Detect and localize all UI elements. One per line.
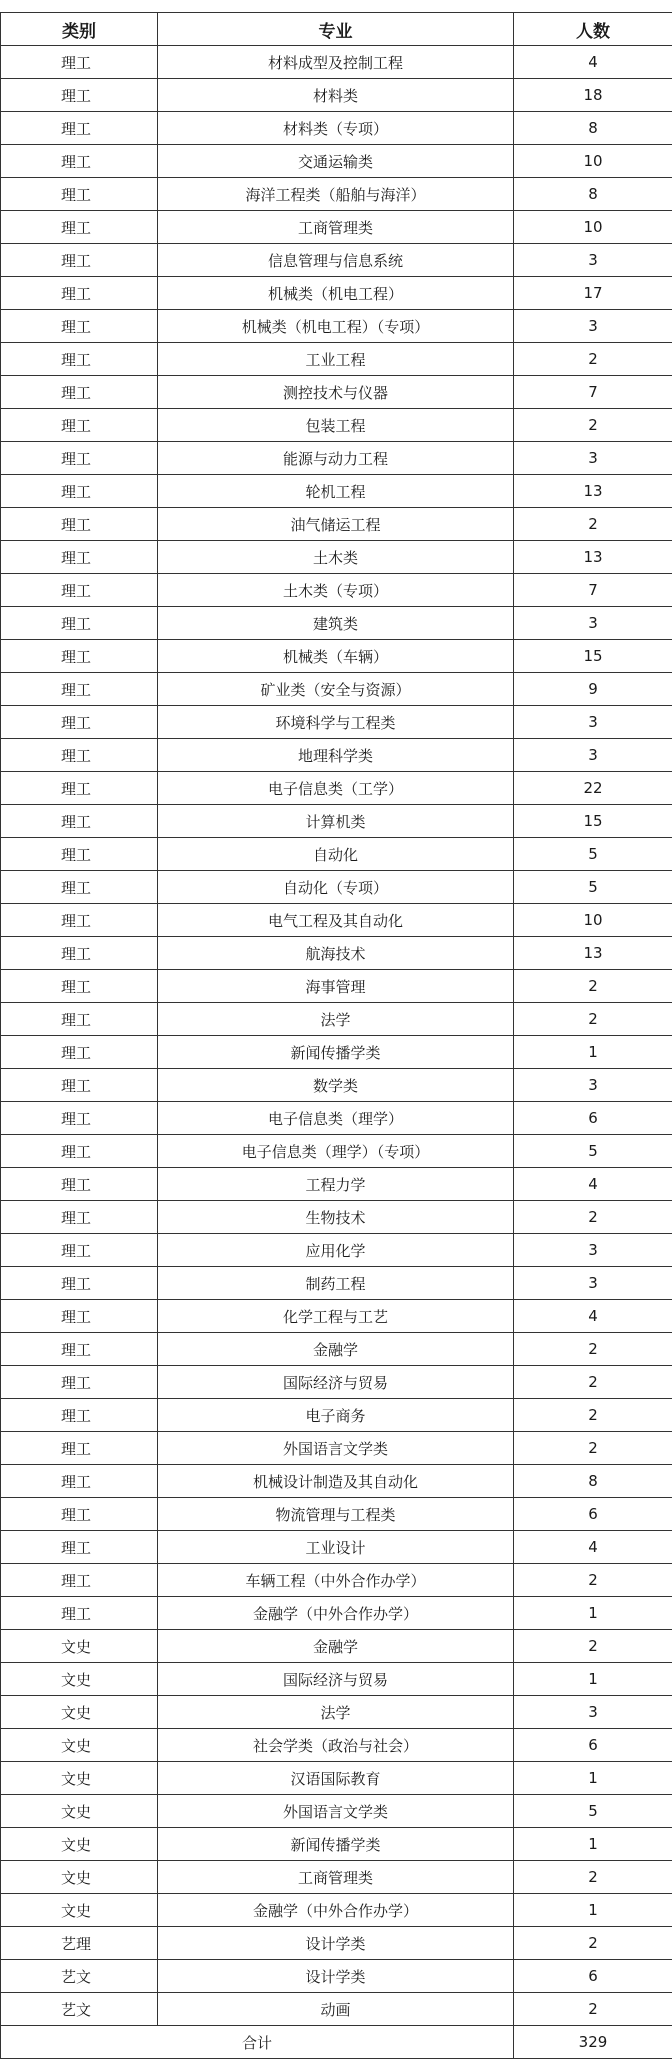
cell-count: 13 <box>514 937 672 970</box>
cell-category: 理工 <box>1 1168 158 1201</box>
cell-category: 理工 <box>1 1366 158 1399</box>
cell-count: 3 <box>514 607 672 640</box>
table-row <box>1 145 672 178</box>
cell-category: 文史 <box>1 1861 158 1894</box>
cell-count: 2 <box>514 1333 672 1366</box>
cell-count: 5 <box>514 871 672 904</box>
cell-count: 8 <box>514 178 672 211</box>
cell-count: 3 <box>514 442 672 475</box>
table-row <box>1 1168 672 1201</box>
cell-category: 理工 <box>1 211 158 244</box>
table-body <box>1 46 672 2026</box>
cell-category: 理工 <box>1 277 158 310</box>
total-row <box>1 2026 672 2059</box>
cell-major: 航海技术 <box>158 937 514 970</box>
table-row <box>1 1762 672 1795</box>
table-row <box>1 1069 672 1102</box>
table-row <box>1 1201 672 1234</box>
cell-major: 电子商务 <box>158 1399 514 1432</box>
cell-count: 2 <box>514 970 672 1003</box>
table-row <box>1 1333 672 1366</box>
cell-count: 7 <box>514 574 672 607</box>
cell-major: 能源与动力工程 <box>158 442 514 475</box>
cell-category: 理工 <box>1 1069 158 1102</box>
cell-count: 13 <box>514 541 672 574</box>
header-count: 人数 <box>514 13 672 46</box>
table-row <box>1 508 672 541</box>
cell-count: 2 <box>514 1432 672 1465</box>
cell-category: 理工 <box>1 673 158 706</box>
cell-major: 信息管理与信息系统 <box>158 244 514 277</box>
cell-category: 艺文 <box>1 1993 158 2026</box>
cell-count: 7 <box>514 376 672 409</box>
cell-category: 文史 <box>1 1762 158 1795</box>
table-row <box>1 1663 672 1696</box>
table-row <box>1 1102 672 1135</box>
cell-major: 法学 <box>158 1696 514 1729</box>
cell-category: 理工 <box>1 739 158 772</box>
cell-major: 机械设计制造及其自动化 <box>158 1465 514 1498</box>
cell-count: 5 <box>514 1795 672 1828</box>
cell-count: 6 <box>514 1960 672 1993</box>
cell-category: 理工 <box>1 937 158 970</box>
table-row <box>1 1036 672 1069</box>
cell-count: 1 <box>514 1663 672 1696</box>
header-category: 类别 <box>1 13 158 46</box>
cell-category: 理工 <box>1 1135 158 1168</box>
table-row <box>1 1399 672 1432</box>
cell-category: 理工 <box>1 1333 158 1366</box>
table-row <box>1 475 672 508</box>
table-row <box>1 640 672 673</box>
cell-count: 10 <box>514 211 672 244</box>
table-row <box>1 739 672 772</box>
table-row <box>1 112 672 145</box>
cell-category: 理工 <box>1 1267 158 1300</box>
cell-count: 3 <box>514 1267 672 1300</box>
cell-category: 文史 <box>1 1894 158 1927</box>
cell-count: 2 <box>514 1366 672 1399</box>
cell-count: 2 <box>514 1201 672 1234</box>
table-row <box>1 1696 672 1729</box>
cell-count: 2 <box>514 1993 672 2026</box>
cell-count: 3 <box>514 739 672 772</box>
cell-category: 文史 <box>1 1696 158 1729</box>
cell-major: 电子信息类（工学） <box>158 772 514 805</box>
cell-category: 理工 <box>1 1201 158 1234</box>
table-row <box>1 706 672 739</box>
enrollment-table <box>0 12 672 2059</box>
cell-category: 理工 <box>1 838 158 871</box>
cell-count: 2 <box>514 343 672 376</box>
cell-category: 理工 <box>1 772 158 805</box>
cell-count: 1 <box>514 1894 672 1927</box>
cell-count: 8 <box>514 1465 672 1498</box>
cell-count: 4 <box>514 46 672 79</box>
cell-major: 化学工程与工艺 <box>158 1300 514 1333</box>
table-header-row <box>1 13 672 46</box>
cell-major: 国际经济与贸易 <box>158 1366 514 1399</box>
table-row <box>1 1894 672 1927</box>
cell-major: 外国语言文学类 <box>158 1432 514 1465</box>
cell-count: 4 <box>514 1531 672 1564</box>
cell-count: 13 <box>514 475 672 508</box>
cell-major: 国际经济与贸易 <box>158 1663 514 1696</box>
cell-count: 2 <box>514 1927 672 1960</box>
cell-category: 理工 <box>1 442 158 475</box>
cell-category: 理工 <box>1 145 158 178</box>
cell-category: 理工 <box>1 1300 158 1333</box>
cell-category: 理工 <box>1 310 158 343</box>
cell-count: 3 <box>514 310 672 343</box>
cell-count: 10 <box>514 904 672 937</box>
cell-major: 轮机工程 <box>158 475 514 508</box>
cell-count: 1 <box>514 1036 672 1069</box>
cell-major: 金融学（中外合作办学） <box>158 1597 514 1630</box>
cell-major: 物流管理与工程类 <box>158 1498 514 1531</box>
cell-major: 自动化 <box>158 838 514 871</box>
cell-major: 新闻传播学类 <box>158 1036 514 1069</box>
cell-count: 4 <box>514 1168 672 1201</box>
cell-category: 文史 <box>1 1663 158 1696</box>
table-row <box>1 310 672 343</box>
cell-major: 建筑类 <box>158 607 514 640</box>
cell-count: 3 <box>514 244 672 277</box>
table-row <box>1 1630 672 1663</box>
table-row <box>1 1234 672 1267</box>
table-row <box>1 838 672 871</box>
table-row <box>1 805 672 838</box>
table-row <box>1 904 672 937</box>
table-row <box>1 211 672 244</box>
cell-category: 文史 <box>1 1795 158 1828</box>
cell-category: 理工 <box>1 574 158 607</box>
cell-major: 工商管理类 <box>158 1861 514 1894</box>
table-row <box>1 673 672 706</box>
table-row <box>1 772 672 805</box>
cell-major: 工程力学 <box>158 1168 514 1201</box>
cell-category: 理工 <box>1 1564 158 1597</box>
cell-major: 新闻传播学类 <box>158 1828 514 1861</box>
cell-category: 理工 <box>1 376 158 409</box>
cell-count: 6 <box>514 1729 672 1762</box>
cell-category: 理工 <box>1 343 158 376</box>
table-row <box>1 1828 672 1861</box>
cell-major: 设计学类 <box>158 1927 514 1960</box>
cell-category: 理工 <box>1 871 158 904</box>
cell-major: 环境科学与工程类 <box>158 706 514 739</box>
table-row <box>1 1465 672 1498</box>
table-row <box>1 1960 672 1993</box>
cell-count: 1 <box>514 1762 672 1795</box>
cell-count: 6 <box>514 1498 672 1531</box>
cell-major: 测控技术与仪器 <box>158 376 514 409</box>
cell-major: 工业工程 <box>158 343 514 376</box>
table-row <box>1 277 672 310</box>
cell-major: 海事管理 <box>158 970 514 1003</box>
table-row <box>1 871 672 904</box>
cell-category: 理工 <box>1 508 158 541</box>
cell-category: 文史 <box>1 1729 158 1762</box>
cell-category: 理工 <box>1 970 158 1003</box>
header-major: 专业 <box>158 13 514 46</box>
cell-category: 理工 <box>1 244 158 277</box>
table-row <box>1 1564 672 1597</box>
cell-count: 1 <box>514 1597 672 1630</box>
table-row <box>1 970 672 1003</box>
table-row <box>1 541 672 574</box>
table-row <box>1 178 672 211</box>
cell-major: 数学类 <box>158 1069 514 1102</box>
cell-category: 理工 <box>1 640 158 673</box>
cell-category: 理工 <box>1 541 158 574</box>
cell-count: 17 <box>514 277 672 310</box>
cell-category: 理工 <box>1 805 158 838</box>
cell-count: 1 <box>514 1828 672 1861</box>
cell-count: 2 <box>514 1564 672 1597</box>
cell-count: 10 <box>514 145 672 178</box>
table-row <box>1 343 672 376</box>
cell-major: 矿业类（安全与资源） <box>158 673 514 706</box>
total-label: 合计 <box>1 2026 514 2059</box>
total-value: 329 <box>514 2026 672 2059</box>
cell-count: 15 <box>514 805 672 838</box>
cell-category: 理工 <box>1 904 158 937</box>
cell-major: 自动化（专项） <box>158 871 514 904</box>
cell-major: 车辆工程（中外合作办学） <box>158 1564 514 1597</box>
cell-count: 9 <box>514 673 672 706</box>
table-row <box>1 1861 672 1894</box>
table-row <box>1 1927 672 1960</box>
cell-major: 金融学 <box>158 1333 514 1366</box>
cell-major: 计算机类 <box>158 805 514 838</box>
cell-category: 理工 <box>1 1498 158 1531</box>
cell-major: 法学 <box>158 1003 514 1036</box>
table-row <box>1 574 672 607</box>
cell-count: 3 <box>514 1234 672 1267</box>
cell-count: 3 <box>514 1069 672 1102</box>
table-row <box>1 1135 672 1168</box>
table-row <box>1 1795 672 1828</box>
table-row <box>1 376 672 409</box>
cell-category: 艺理 <box>1 1927 158 1960</box>
cell-count: 3 <box>514 706 672 739</box>
cell-major: 电子信息类（理学） <box>158 1102 514 1135</box>
cell-major: 交通运输类 <box>158 145 514 178</box>
cell-major: 油气储运工程 <box>158 508 514 541</box>
cell-category: 理工 <box>1 1597 158 1630</box>
table-row <box>1 442 672 475</box>
cell-count: 2 <box>514 1861 672 1894</box>
table-row <box>1 244 672 277</box>
cell-major: 机械类（机电工程） <box>158 277 514 310</box>
table-row <box>1 409 672 442</box>
table-row <box>1 79 672 112</box>
cell-major: 机械类（机电工程）（专项） <box>158 310 514 343</box>
cell-category: 理工 <box>1 409 158 442</box>
cell-major: 应用化学 <box>158 1234 514 1267</box>
cell-major: 电气工程及其自动化 <box>158 904 514 937</box>
table-row <box>1 1432 672 1465</box>
cell-category: 理工 <box>1 1036 158 1069</box>
cell-major: 机械类（车辆） <box>158 640 514 673</box>
cell-major: 制药工程 <box>158 1267 514 1300</box>
cell-count: 3 <box>514 1696 672 1729</box>
cell-category: 理工 <box>1 1531 158 1564</box>
table-row <box>1 1003 672 1036</box>
table-row <box>1 46 672 79</box>
table-row <box>1 1531 672 1564</box>
cell-major: 材料成型及控制工程 <box>158 46 514 79</box>
cell-major: 汉语国际教育 <box>158 1762 514 1795</box>
cell-major: 包装工程 <box>158 409 514 442</box>
cell-count: 2 <box>514 1003 672 1036</box>
cell-category: 理工 <box>1 79 158 112</box>
cell-category: 艺文 <box>1 1960 158 1993</box>
cell-major: 土木类（专项） <box>158 574 514 607</box>
cell-major: 材料类 <box>158 79 514 112</box>
cell-count: 2 <box>514 1630 672 1663</box>
cell-category: 文史 <box>1 1630 158 1663</box>
cell-category: 理工 <box>1 1102 158 1135</box>
cell-count: 5 <box>514 1135 672 1168</box>
table-row <box>1 1366 672 1399</box>
cell-major: 电子信息类（理学）（专项） <box>158 1135 514 1168</box>
cell-major: 设计学类 <box>158 1960 514 1993</box>
table-row <box>1 1498 672 1531</box>
cell-major: 生物技术 <box>158 1201 514 1234</box>
cell-count: 2 <box>514 409 672 442</box>
cell-category: 理工 <box>1 46 158 79</box>
cell-count: 2 <box>514 1399 672 1432</box>
cell-count: 5 <box>514 838 672 871</box>
cell-count: 6 <box>514 1102 672 1135</box>
table-row <box>1 937 672 970</box>
table-row <box>1 1993 672 2026</box>
cell-count: 4 <box>514 1300 672 1333</box>
cell-category: 理工 <box>1 1432 158 1465</box>
table-row <box>1 1729 672 1762</box>
cell-major: 地理科学类 <box>158 739 514 772</box>
cell-count: 2 <box>514 508 672 541</box>
cell-major: 金融学 <box>158 1630 514 1663</box>
cell-major: 金融学（中外合作办学） <box>158 1894 514 1927</box>
cell-category: 文史 <box>1 1828 158 1861</box>
cell-category: 理工 <box>1 178 158 211</box>
cell-category: 理工 <box>1 706 158 739</box>
cell-major: 工业设计 <box>158 1531 514 1564</box>
cell-major: 动画 <box>158 1993 514 2026</box>
cell-count: 18 <box>514 79 672 112</box>
cell-major: 材料类（专项） <box>158 112 514 145</box>
cell-count: 15 <box>514 640 672 673</box>
cell-category: 理工 <box>1 112 158 145</box>
cell-category: 理工 <box>1 475 158 508</box>
cell-major: 外国语言文学类 <box>158 1795 514 1828</box>
cell-category: 理工 <box>1 607 158 640</box>
cell-major: 土木类 <box>158 541 514 574</box>
cell-major: 工商管理类 <box>158 211 514 244</box>
cell-category: 理工 <box>1 1465 158 1498</box>
cell-category: 理工 <box>1 1234 158 1267</box>
table-row <box>1 1300 672 1333</box>
table-row <box>1 607 672 640</box>
cell-major: 社会学类（政治与社会） <box>158 1729 514 1762</box>
cell-category: 理工 <box>1 1399 158 1432</box>
cell-major: 海洋工程类（船舶与海洋） <box>158 178 514 211</box>
cell-category: 理工 <box>1 1003 158 1036</box>
table-row <box>1 1267 672 1300</box>
table-row <box>1 1597 672 1630</box>
cell-count: 22 <box>514 772 672 805</box>
cell-count: 8 <box>514 112 672 145</box>
